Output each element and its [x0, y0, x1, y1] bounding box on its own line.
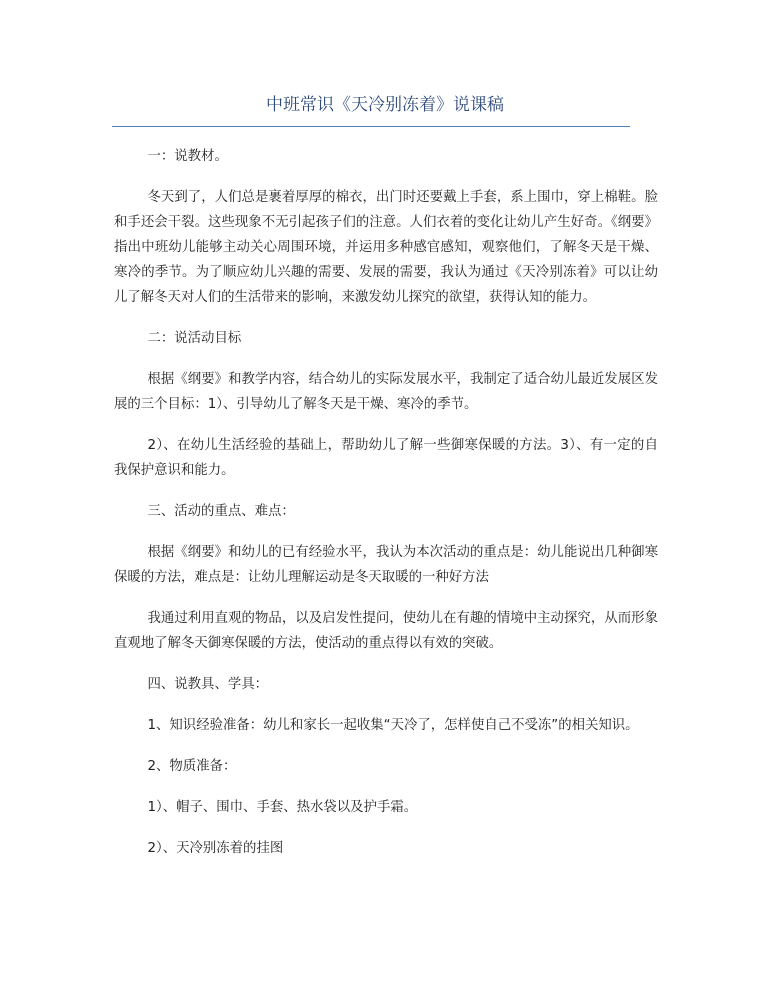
- paragraph-method: 我通过利用直观的物品，以及启发性提问，使幼儿在有趣的情境中主动探究，从而形象直观地了解冬天御寒保暖的方法，使活动的重点得以有效的突破。: [114, 611, 658, 651]
- paragraph-teaching-material: 冬天到了，人们总是裹着厚厚的棉衣，出门时还要戴上手套，系上围巾，穿上棉鞋。脸和手还会干裂。这些现象不无引起孩子们的注意。人们衣着的变化让幼儿产生好奇。《纲要》指出中班幼儿能够主动关心周围环境，并运用多种感官感知，观察他们，了解冬天是干燥、寒冷的季节。为了顺应幼儿兴趣的需要、发展的需要，我认为通过《天冷别冻着》可以让幼儿了解冬天对人们的生活带来的影响，来激发幼儿探究的欲望，获得认知的能力。: [114, 190, 658, 305]
- paragraph-goals-2: 2）、在幼儿生活经验的基础上，帮助幼儿了解一些御寒保暖的方法。3）、有一定的自我保护意识和能力。: [114, 438, 658, 478]
- section-heading-teaching-material: 一：说教材。: [147, 149, 228, 164]
- list-item-knowledge-prep: 1、知识经验准备：幼儿和家长一起收集“天冷了，怎样使自己不受冻”的相关知识。: [147, 718, 639, 733]
- list-item-materials-2: 2）、天冷别冻着的挂图: [147, 841, 284, 856]
- list-item-materials-1: 1）、帽子、围巾、手套、热水袋以及护手霜。: [147, 800, 418, 815]
- title-underline: [112, 126, 630, 127]
- section-heading-activity-goals: 二：说活动目标: [147, 331, 242, 346]
- paragraph-key-points: 根据《纲要》和幼儿的已有经验水平，我认为本次活动的重点是：幼儿能说出几种御寒保暖的方法，难点是：让幼儿理解运动是冬天取暖的一种好方法: [114, 545, 658, 585]
- document-title: 中班常识《天冷别冻着》说课稿: [266, 95, 504, 115]
- section-heading-key-points: 三、活动的重点、难点：: [147, 504, 295, 519]
- paragraph-goals-1: 根据《纲要》和教学内容，结合幼儿的实际发展水平，我制定了适合幼儿最近发展区发展的三个目标：1）、引导幼儿了解冬天是干燥、寒冷的季节。: [114, 372, 658, 412]
- list-item-material-prep: 2、物质准备：: [147, 759, 237, 774]
- document-body: [114, 144, 658, 877]
- section-heading-teaching-aids: 四、说教具、学具：: [147, 677, 269, 692]
